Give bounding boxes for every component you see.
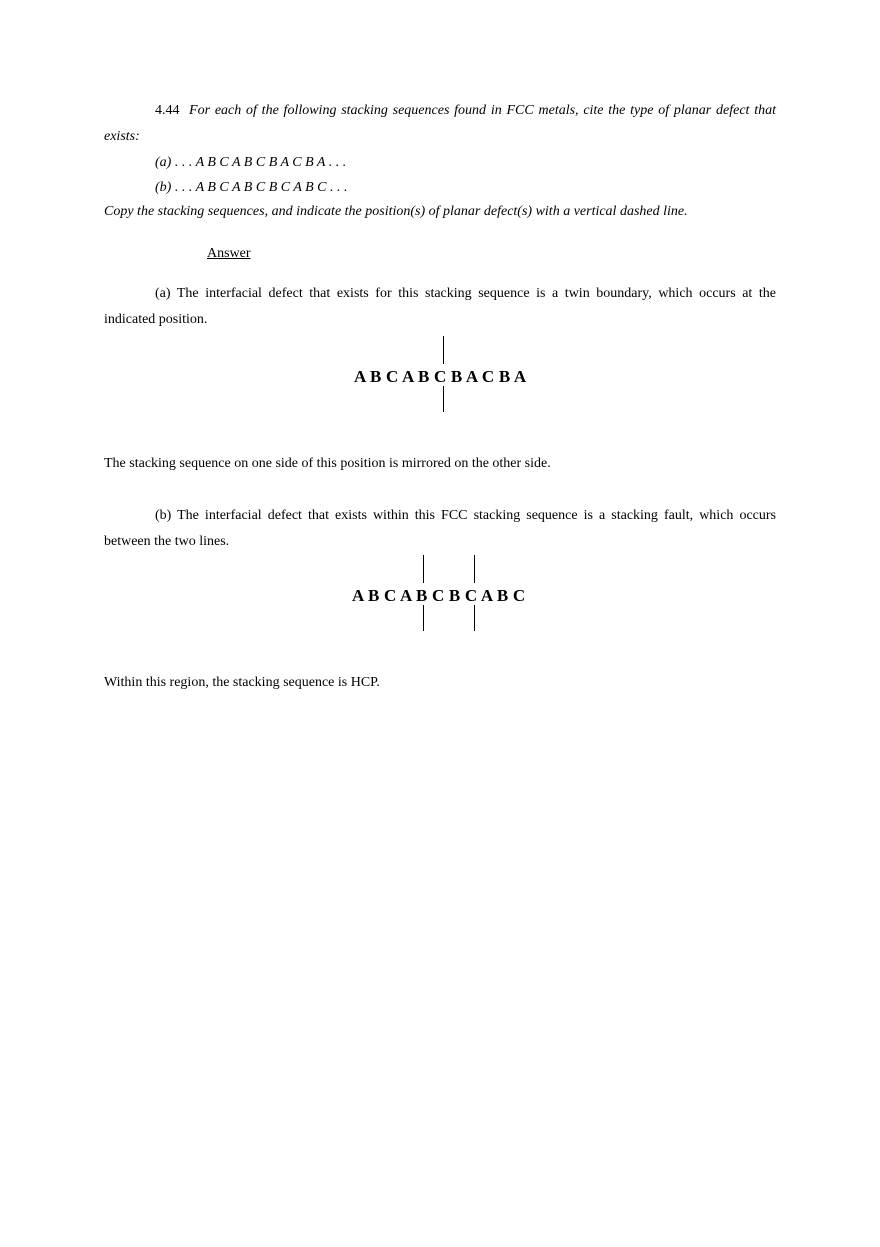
twin-boundary-line-upper <box>443 336 444 364</box>
problem-number: 4.44 <box>155 103 180 118</box>
answer-a-note: The stacking sequence on one side of this position is mirrored on the other side. <box>104 456 551 471</box>
answer-a-text: (a) The interfacial defect that exists for this stacking sequence is a twin boundary, which occurs at the indicated position. <box>104 286 776 327</box>
fault-line-right-lower <box>474 605 475 631</box>
fault-line-right-upper <box>474 555 475 583</box>
problem-statement <box>104 98 776 150</box>
sequence-b: A B C A B C B C A B C <box>352 586 526 605</box>
answer-b-note: Within this region, the stacking sequence is HCP. <box>104 675 380 690</box>
answer-heading: Answer <box>207 246 251 261</box>
twin-boundary-line-lower <box>443 386 444 412</box>
problem-part-a: (a) . . . A B C A B C B A C B A . . . <box>155 155 347 170</box>
sequence-a: A B C A B C B A C B A <box>354 367 527 386</box>
problem-instruction: Copy the stacking sequences, and indicate the position(s) of planar defect(s) with a vertical dashed line. <box>104 204 688 219</box>
problem-question: For each of the following stacking sequences found in FCC metals, cite the type of planar defect that exists: <box>104 103 776 144</box>
answer-b-text: (b) The interfacial defect that exists within this FCC stacking sequence is a stacking fault, which occurs between the two lines. <box>104 508 776 549</box>
document-page <box>104 0 776 1247</box>
fault-line-left-upper <box>423 555 424 583</box>
problem-part-b: (b) . . . A B C A B C B C A B C . . . <box>155 180 348 195</box>
fault-line-left-lower <box>423 605 424 631</box>
